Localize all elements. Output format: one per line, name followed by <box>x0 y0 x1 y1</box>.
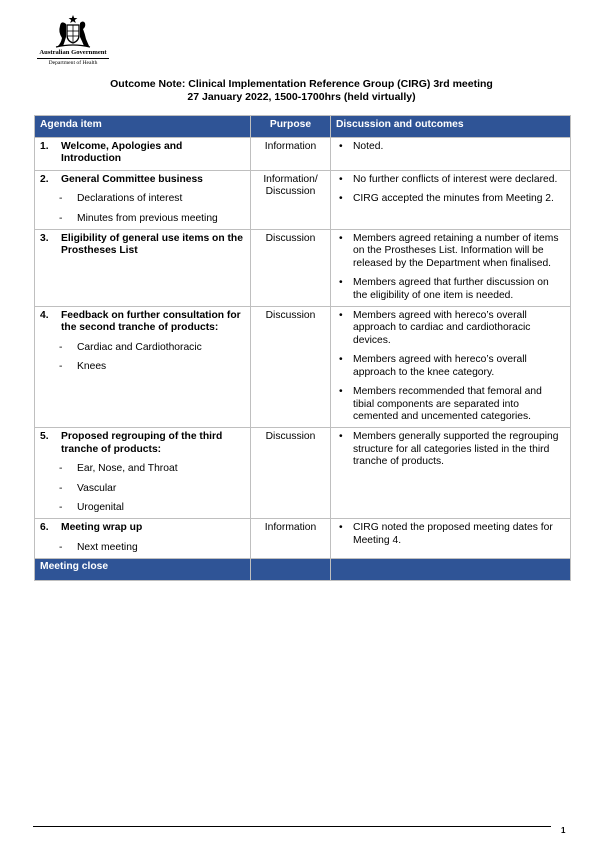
document-title <box>0 78 603 104</box>
outcome-item: • Members recommended that femoral and tibial components are separated into cemented and uncemented categories. <box>336 386 565 423</box>
outcome-item: • CIRG accepted the minutes from Meeting 2. <box>336 193 565 205</box>
outcome-item: • Members generally supported the regrouping structure for all categories listed in the third tranche of products. <box>336 431 565 468</box>
item-title: Feedback on further consultation for the second tranche of products: <box>61 310 241 334</box>
sub-item: - Ear, Nose, and Throat <box>59 463 178 475</box>
outcome-item: • CIRG noted the proposed meeting dates for Meeting 4. <box>336 522 565 547</box>
item-number: 1. <box>40 141 49 152</box>
sub-item: - Next meeting <box>59 541 138 553</box>
meeting-close-label: Meeting close <box>35 559 251 581</box>
sub-item: - Declarations of interest <box>59 193 183 205</box>
outcomes-cell <box>331 138 571 171</box>
purpose-cell: Information <box>251 519 331 559</box>
agenda-cell <box>35 170 251 229</box>
outcomes-cell <box>331 519 571 559</box>
table-header-row <box>35 116 571 138</box>
meeting-close-outcomes <box>331 559 571 581</box>
sub-item-label: Vascular <box>77 482 117 494</box>
sub-item-label: Declarations of interest <box>77 193 183 205</box>
table-row <box>35 138 571 171</box>
outcome-item: • Members agreed retaining a number of items on the Prostheses List. Information will be released by the Department when finalised. <box>336 233 565 270</box>
sub-item: - Urogenital <box>59 501 124 513</box>
sub-item-label: Next meeting <box>77 541 138 553</box>
purpose-cell: Information/ Discussion <box>251 170 331 229</box>
outcome-item: • Members agreed with hereco’s overall approach to cardiac and cardiothoracic devices. <box>336 310 565 347</box>
agenda-table <box>34 115 571 581</box>
sub-item-label: Urogenital <box>77 501 124 513</box>
title-line-2: 27 January 2022, 1500-1700hrs (held virtually) <box>187 91 416 103</box>
sub-item-label: Knees <box>77 361 107 373</box>
table-row <box>35 307 571 428</box>
agenda-header: Agenda item <box>35 116 251 138</box>
government-name: Australian Government <box>39 49 107 56</box>
item-title: Eligibility of general use items on the Prostheses List <box>61 233 243 257</box>
outcome-item: • Members agreed that further discussion on the eligibility of one item is needed. <box>336 277 565 302</box>
item-title: Meeting wrap up <box>61 522 143 534</box>
discussion-header: Discussion and outcomes <box>331 116 571 138</box>
outcomes-cell <box>331 428 571 519</box>
purpose-cell: Information <box>251 138 331 171</box>
outcome-item: • Noted. <box>336 141 565 153</box>
purpose-cell: Discussion <box>251 428 331 519</box>
sub-item-label: Cardiac and Cardiothoracic <box>77 341 202 353</box>
government-logo <box>34 14 112 67</box>
item-number: 3. <box>40 233 49 245</box>
coat-of-arms-icon <box>53 14 93 48</box>
item-title: General Committee business <box>61 173 203 185</box>
department-name: Department of Health <box>48 60 98 66</box>
sub-item: - Knees <box>59 361 107 373</box>
purpose-header: Purpose <box>251 116 331 138</box>
outcomes-cell <box>331 170 571 229</box>
outcomes-cell <box>331 230 571 307</box>
sub-item-label: Ear, Nose, and Throat <box>77 463 178 475</box>
sub-item: - Minutes from previous meeting <box>59 212 218 224</box>
title-line-1: Outcome Note: Clinical Implementation Reference Group (CIRG) 3rd meeting <box>110 78 493 90</box>
table-row <box>35 170 571 229</box>
outcome-item: • Members agreed with hereco’s overall approach to the knee category. <box>336 354 565 379</box>
item-number: 2. <box>40 173 49 185</box>
outcome-item: • No further conflicts of interest were declared. <box>336 174 565 186</box>
item-number: 6. <box>40 522 49 534</box>
logo-divider <box>37 58 109 59</box>
agenda-cell <box>35 307 251 428</box>
sub-item: - Vascular <box>59 482 117 494</box>
item-number: 5. <box>40 431 49 443</box>
meeting-close-purpose <box>251 559 331 581</box>
item-title: Welcome, Apologies and Introduction <box>61 141 183 165</box>
sub-item-label: Minutes from previous meeting <box>77 212 218 224</box>
page-number: 1 <box>561 826 566 835</box>
agenda-cell <box>35 138 251 171</box>
table-row <box>35 230 571 307</box>
outcomes-cell <box>331 307 571 428</box>
table-row <box>35 519 571 559</box>
purpose-cell: Discussion <box>251 230 331 307</box>
agenda-cell <box>35 230 251 307</box>
table-row <box>35 428 571 519</box>
agenda-cell <box>35 519 251 559</box>
agenda-cell <box>35 428 251 519</box>
footer-divider <box>33 826 551 827</box>
item-number: 4. <box>40 310 49 322</box>
sub-item: - Cardiac and Cardiothoracic <box>59 341 202 353</box>
item-title: Proposed regrouping of the third tranche of products: <box>61 431 223 455</box>
meeting-close-row <box>35 559 571 581</box>
purpose-cell: Discussion <box>251 307 331 428</box>
